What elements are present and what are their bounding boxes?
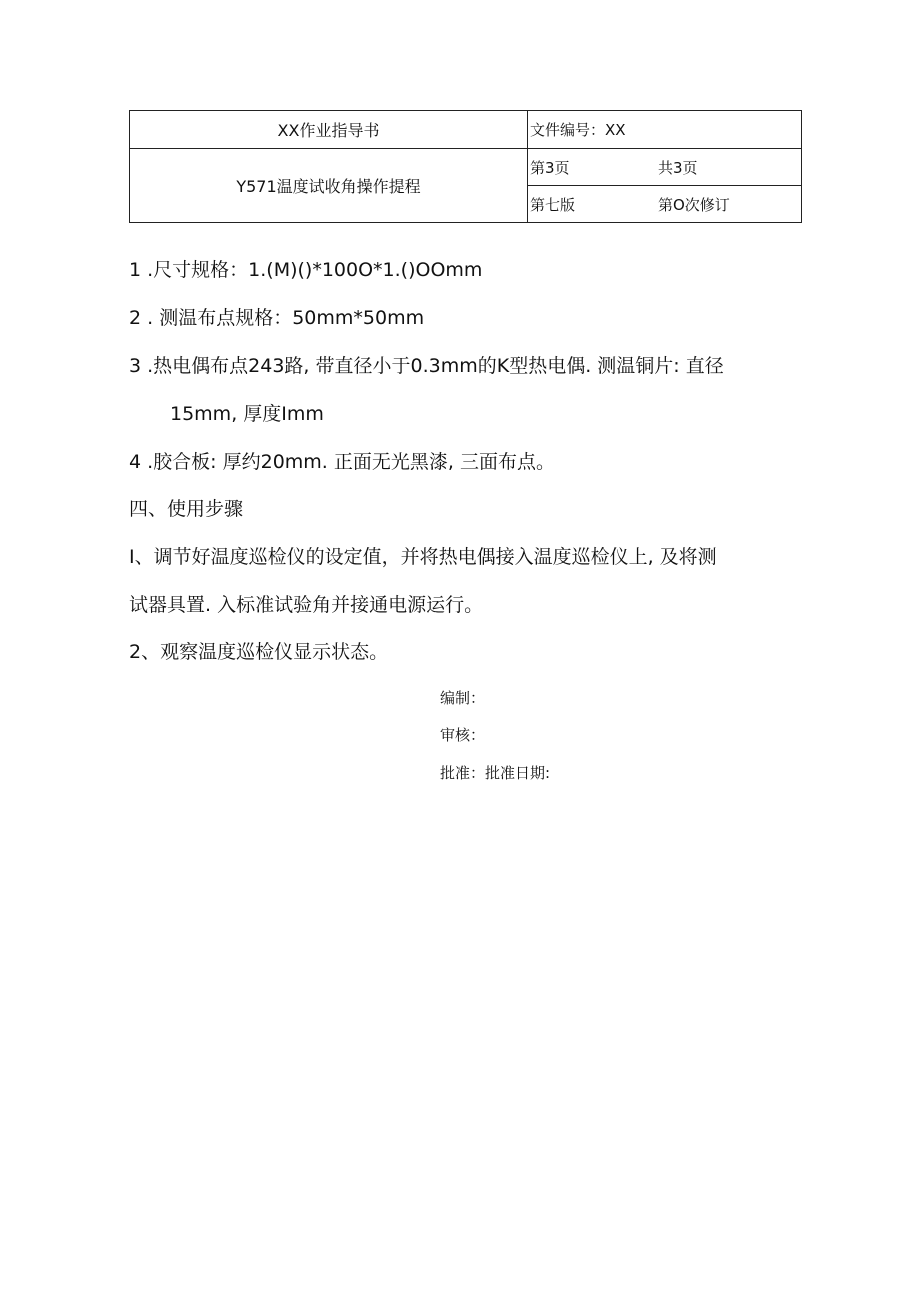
page-info-cell <box>528 149 802 186</box>
spec-measure-points: 2 . 测温布点规格：50mm*50mm <box>129 307 425 329</box>
signature-reviewed: 审核： <box>440 726 486 744</box>
document-title: XX作业指导书 <box>130 111 528 149</box>
step-1-continued: 试器具置. 入标准试验角并接通电源运行。 <box>129 594 484 616</box>
spec-plywood: 4 .胶合板: 厚约20mm. 正面无光黑漆, 三面布点。 <box>129 451 555 473</box>
procedure-subject: Y571温度试收角操作提程 <box>130 149 528 223</box>
spec-thermocouple-continued: 15mm, 厚度Imm <box>170 403 324 425</box>
edition-info-cell <box>528 186 802 223</box>
page-total: 共3页 <box>658 158 698 177</box>
signature-approved: 批准：批准日期: <box>440 764 551 782</box>
revision: 第O次修订 <box>658 195 730 214</box>
signature-compiled: 编制： <box>440 689 486 707</box>
spec-dimensions: 1 .尺寸规格：1.(M)()*100O*1.()OOmm <box>129 259 483 281</box>
section-title: 四、使用步骤 <box>129 498 244 520</box>
edition: 第七版 <box>530 195 576 214</box>
step-1: I、调节好温度巡检仪的设定值，并将热电偶接入温度巡检仪上, 及将测 <box>129 546 717 568</box>
header-table <box>129 110 802 223</box>
page-current: 第3页 <box>530 158 570 177</box>
document-number: 文件编号：XX <box>528 111 802 149</box>
spec-thermocouple: 3 .热电偶布点243路, 带直径小于0.3mm的K型热电偶. 测温铜片: 直径 <box>129 355 724 377</box>
step-2: 2、观察温度巡检仪显示状态。 <box>129 641 389 663</box>
